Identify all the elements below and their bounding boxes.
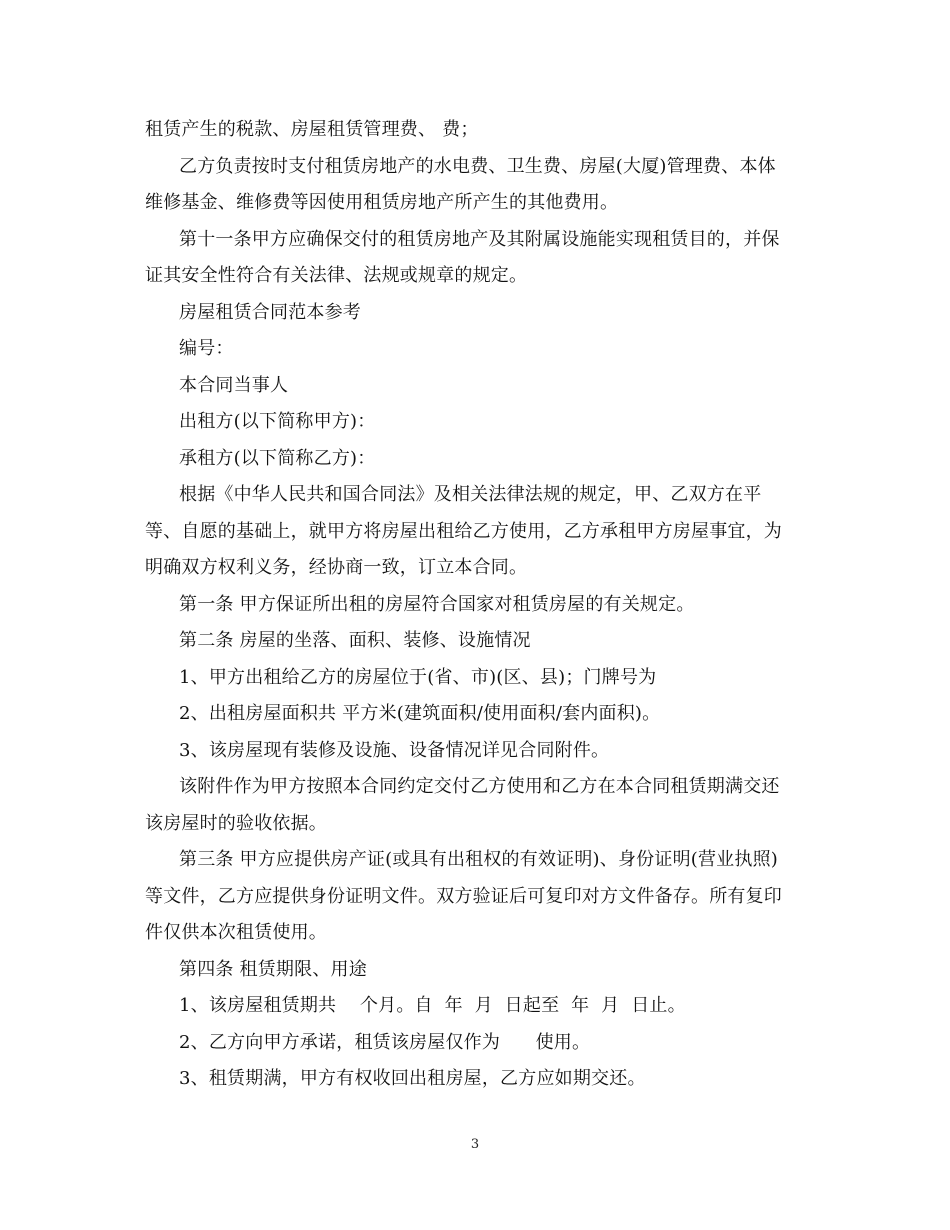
text-line: 2、乙方向甲方承诺，租赁该房屋仅作为 使用。 [179, 1031, 591, 1053]
text-line: 3、租赁期满，甲方有权收回出租房屋，乙方应如期交还。 [179, 1068, 646, 1089]
article-2-heading: 第二条 房屋的坐落、面积、装修、设施情况 [179, 630, 531, 651]
text-line: 维修基金、维修费等因使用租赁房地产所产生的其他费用。 [145, 192, 619, 213]
page-number: 3 [470, 1137, 480, 1152]
text-line: 2、出租房屋面积共 平方米(建筑面积/使用面积/套内面积)。 [179, 703, 661, 724]
text-line: 该附件作为甲方按照本合同约定交付乙方使用和乙方在本合同租赁期满交还 [179, 776, 780, 797]
text-line: 乙方负责按时支付租赁房地产的水电费、卫生费、房屋(大厦)管理费、本体 [179, 155, 776, 177]
article-4-heading: 第四条 租赁期限、用途 [179, 958, 367, 980]
contract-number-label: 编号： [179, 338, 234, 359]
article-1: 第一条 甲方保证所出租的房屋符合国家对租赁房屋的有关规定。 [179, 593, 695, 615]
text-line: 该房屋时的验收依据。 [145, 812, 327, 834]
text-line: 租赁产生的税款、房屋租赁管理费、 费； [145, 119, 479, 140]
text-line: 等文件，乙方应提供身份证明文件。双方验证后可复印对方文件备存。所有复印 [145, 885, 782, 907]
text-line: 第十一条甲方应确保交付的租赁房地产及其附属设施能实现租赁目的，并保 [179, 228, 780, 250]
contract-body [145, 112, 805, 1098]
text-line: 3、该房屋现有装修及设施、设备情况详见合同附件。 [179, 739, 610, 761]
text-line: 件仅供本次租赁使用。 [145, 922, 327, 943]
text-line: 1、甲方出租给乙方的房屋位于(省、市)(区、县)；门牌号为 [179, 666, 657, 688]
lessor-label: 出租方(以下简称甲方)： [179, 411, 376, 432]
parties-label: 本合同当事人 [179, 374, 289, 396]
lessee-label: 承租方(以下简称乙方)： [179, 447, 376, 469]
text-line: 证其安全性符合有关法律、法规或规章的规定。 [145, 265, 528, 286]
article-3: 第三条 甲方应提供房产证(或具有出租权的有效证明)、身份证明(营业执照) [179, 849, 779, 870]
section-heading: 房屋租赁合同范本参考 [179, 301, 361, 323]
text-line: 明确双方权利义务，经协商一致，订立本合同。 [145, 557, 528, 578]
text-line: 等、自愿的基础上，就甲方将房屋出租给乙方使用，乙方承租甲方房屋事宜，为 [145, 520, 782, 542]
text-line: 1、该房屋租赁期共 个月。自 年 月 日起至 年 月 日止。 [179, 995, 686, 1016]
text-line: 根据《中华人民共和国合同法》及相关法律法规的规定，甲、乙双方在平 [179, 484, 762, 505]
